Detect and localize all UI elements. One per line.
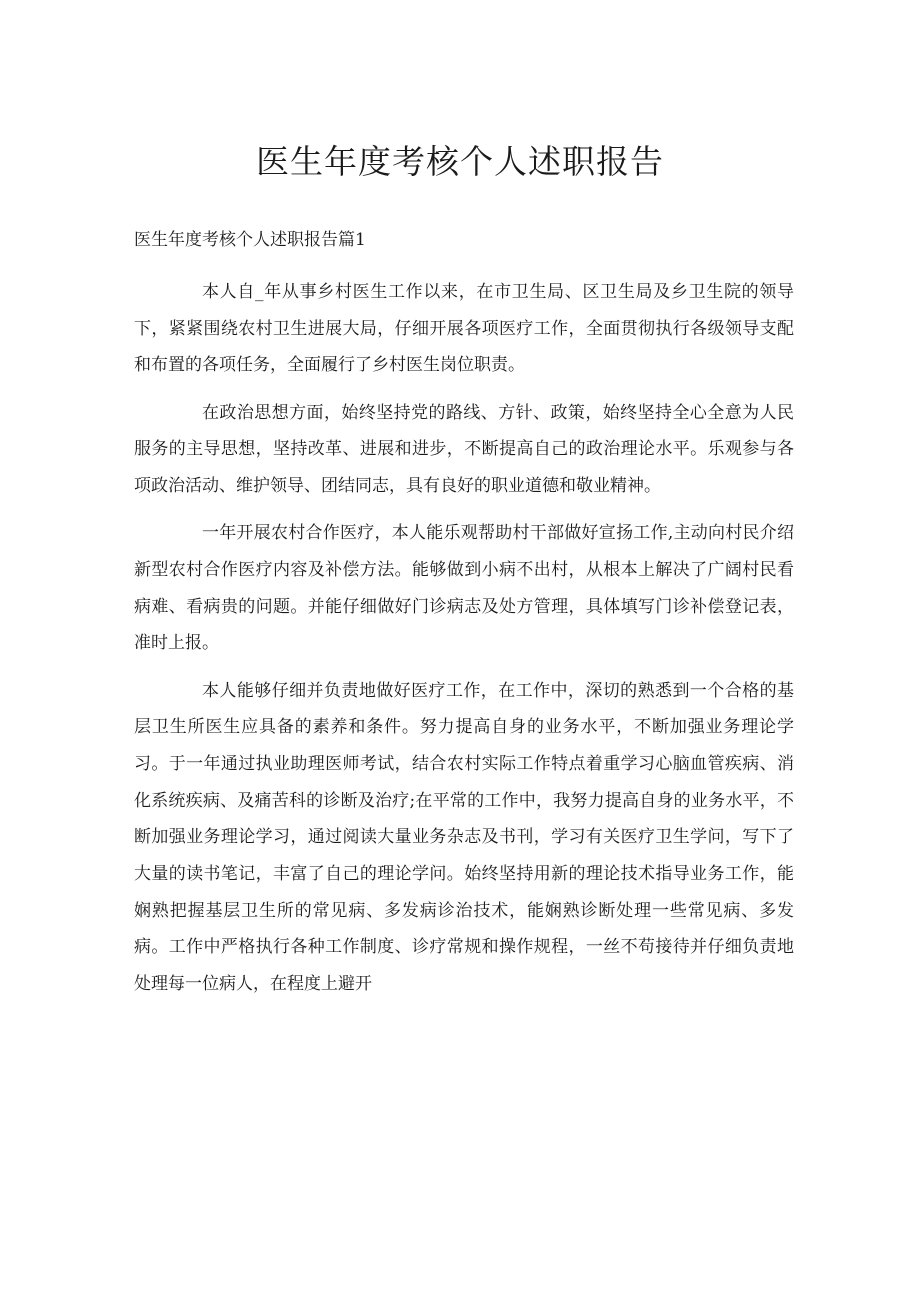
paragraph: 一年开展农村合作医疗，本人能乐观帮助村干部做好宣扬工作,主动向村民介绍新型农村合作医疗内容及补偿方法。能够做到小病不出村，从根本上解决了广阔村民看病难、看病贵的问题。并能仔细做好门诊病志及处方管理，具体填写门诊补偿登记表，准时上报。 — [134, 523, 794, 654]
document-body — [134, 274, 794, 1013]
document-title: 医生年度考核个人述职报告 — [256, 142, 664, 181]
paragraph: 本人能够仔细并负责地做好医疗工作，在工作中，深切的熟悉到一个合格的基层卫生所医生应具备的素养和条件。努力提高自身的业务水平，不断加强业务理论学习。于一年通过执业助理医师考试，结合农村实际工作特点着重学习心脑血管疾病、消化系统疾病、及痛苦科的诊断及治疗;在平常的工作中，我努力提高自身的业务水平，不断加强业务理论学习，通过阅读大量业务杂志及书刊，学习有关医疗卫生学问，写下了大量的读书笔记，丰富了自己的理论学问。始终坚持用新的理论技术指导业务工作，能娴熟把握基层卫生所的常见病、多发病诊治技术，能娴熟诊断处理一些常见病、多发病。工作中严格执行各种工作制度、诊疗常规和操作规程，一丝不苟接待并仔细负责地处理每一位病人，在程度上避开 — [134, 680, 794, 995]
paragraph: 本人自_年从事乡村医生工作以来，在市卫生局、区卫生局及乡卫生院的领导下，紧紧围绕农村卫生进展大局，仔细开展各项医疗工作，全面贯彻执行各级领导支配和布置的各项任务，全面履行了乡村医生岗位职责。 — [134, 282, 794, 376]
section-heading: 医生年度考核个人述职报告篇1 — [134, 230, 366, 250]
paragraph: 在政治思想方面，始终坚持党的路线、方针、政策，始终坚持全心全意为人民服务的主导思想，坚持改革、进展和进步，不断提高自己的政治理论水平。乐观参与各项政治活动、维护领导、团结同志，具有良好的职业道德和敬业精神。 — [134, 402, 794, 497]
